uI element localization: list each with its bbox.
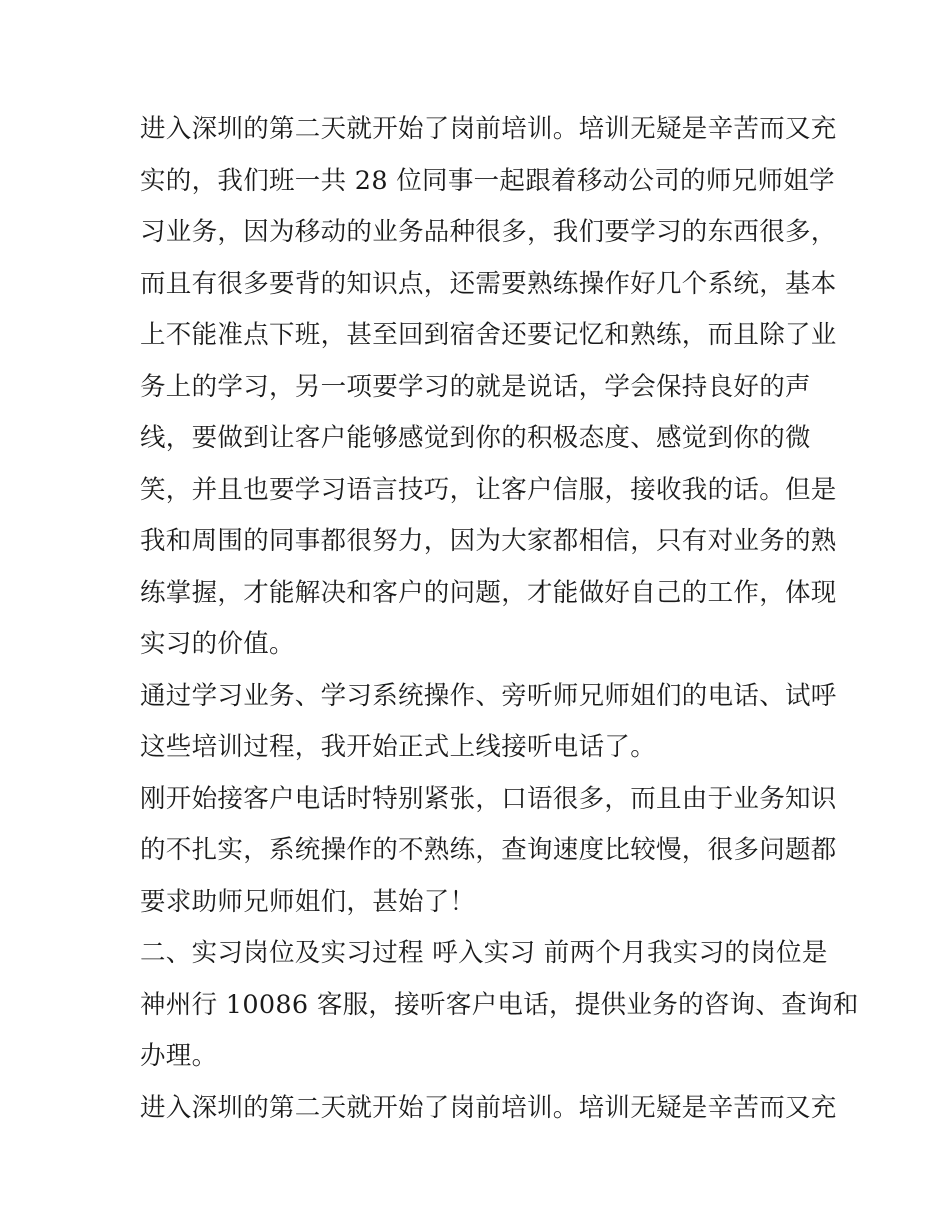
text-line: 而且有很多要背的知识点，还需要熟练操作好几个系统，基本 <box>140 268 837 299</box>
text-line: 笑，并且也要学习语言技巧，让客户信服，接收我的话。但是 <box>140 474 837 505</box>
text-line: 要求助师兄师姐们，甚始了！ <box>140 886 476 917</box>
paragraph-first-calls <box>140 774 837 929</box>
text-line: 进入深圳的第二天就开始了岗前培训。培训无疑是辛苦而又充 <box>140 1092 837 1123</box>
text-line: 习业务，因为移动的业务品种很多，我们要学习的东西很多， <box>140 217 837 247</box>
paragraph-section-two <box>140 928 859 1083</box>
text-line: 神州行 10086 客服，接听客户电话，提供业务的咨询、查询和 <box>140 989 859 1020</box>
text-line: 我和周围的同事都很努力，因为大家都相信，只有对业务的熟 <box>140 526 837 556</box>
text-line: 二、实习岗位及实习过程 呼入实习 前两个月我实习的岗位是 <box>140 938 828 968</box>
text-line: 进入深圳的第二天就开始了岗前培训。培训无疑是辛苦而又充 <box>140 114 837 144</box>
paragraph-learning-process <box>140 671 837 774</box>
paragraph-training-repeat <box>140 1083 837 1135</box>
text-line: 上不能准点下班，甚至回到宿舍还要记忆和熟练，而且除了业 <box>140 320 837 350</box>
text-line: 练掌握，才能解决和客户的问题，才能做好自己的工作，体现 <box>140 577 837 608</box>
text-line: 线，要做到让客户能够感觉到你的积极态度、感觉到你的微 <box>140 423 811 453</box>
text-line: 实习的价值。 <box>140 629 295 659</box>
text-line: 办理。 <box>140 1041 218 1071</box>
text-line: 这些培训过程，我开始正式上线接听电话了。 <box>140 732 657 762</box>
text-line: 实的，我们班一共 28 位同事一起跟着移动公司的师兄师姐学 <box>140 165 835 196</box>
text-line: 通过学习业务、学习系统操作、旁听师兄师姐们的电话、试呼 <box>140 680 837 711</box>
text-line: 刚开始接客户电话时特别紧张，口语很多，而且由于业务知识 <box>140 783 837 814</box>
text-line: 务上的学习，另一项要学习的就是说话，学会保持良好的声 <box>140 371 811 402</box>
document-page <box>140 104 859 1134</box>
paragraph-training <box>140 104 837 671</box>
text-line: 的不扎实，系统操作的不熟练，查询速度比较慢，很多问题都 <box>140 835 837 865</box>
